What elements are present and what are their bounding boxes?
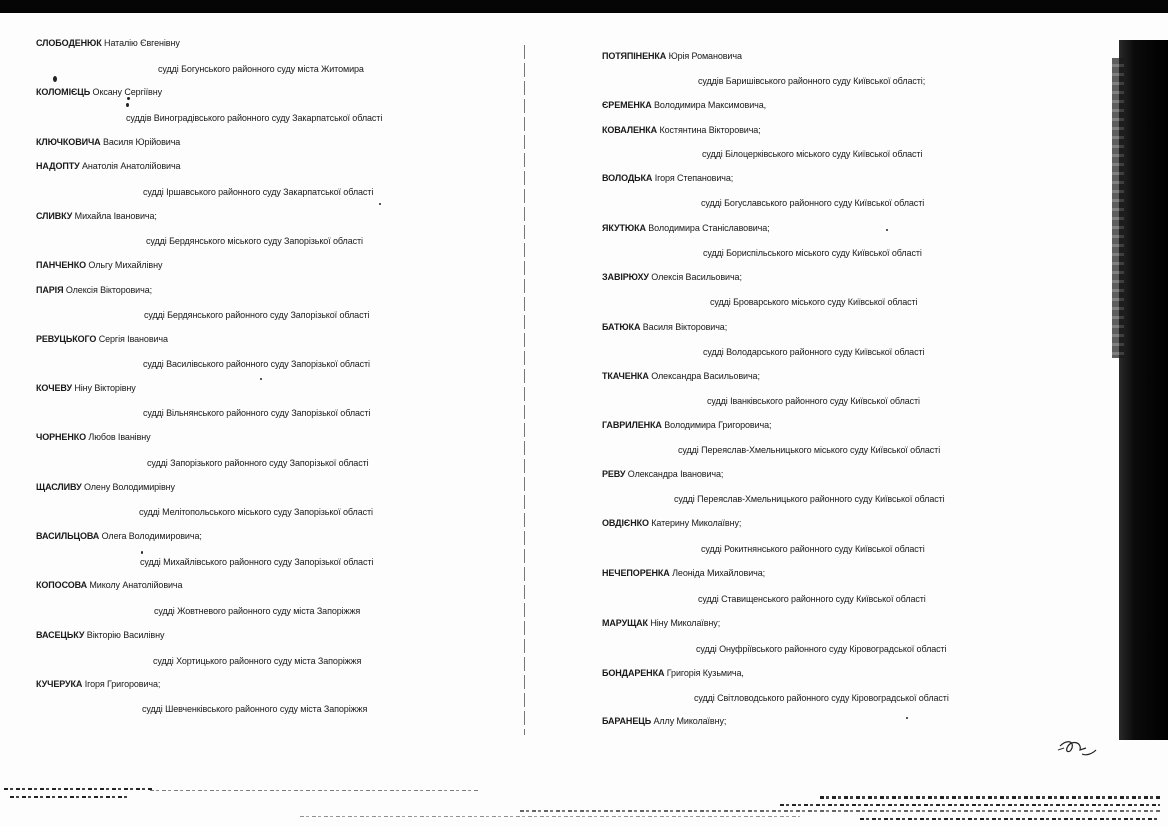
court-appointment: судді Переяслав-Хмельницького районного суду Київської області [674, 494, 945, 504]
noise-stroke [780, 804, 1160, 806]
court-appointment: судді Броварського міського суду Київської області [710, 297, 918, 307]
judge-name: БОНДАРЕНКА Григорія Кузьмича, [602, 668, 744, 678]
court-appointment: судді Жовтневого районного суду міста Запоріжжя [154, 606, 361, 616]
judge-name: ЧОРНЕНКО Любов Іванівну [36, 432, 151, 442]
judge-name: РЕВУЦЬКОГО Сергія Івановича [36, 334, 168, 344]
court-appointment: суддів Баришівського районного суду Київської області; [698, 76, 926, 86]
court-appointment: судді Богуславського районного суду Київської області [701, 198, 925, 208]
court-appointment: судді Білоцерківського міського суду Київської області [702, 149, 923, 159]
scan-bottom-noise [0, 782, 1168, 826]
court-appointment: судді Бердянського міського суду Запорізької області [146, 236, 363, 246]
court-appointment: судді Михайлівського районного суду Запорізької області [140, 557, 374, 567]
noise-stroke [150, 790, 480, 791]
judge-name: ЩАСЛИВУ Олену Володимирівну [36, 482, 175, 492]
judge-name: КУЧЕРУКА Ігоря Григоровича; [36, 679, 161, 689]
court-appointment: судді Хортицького районного суду міста Запоріжжя [153, 656, 362, 666]
scan-speck [126, 103, 129, 107]
noise-stroke [300, 816, 800, 817]
court-appointment: судді Володарського районного суду Київської області [703, 347, 925, 357]
judge-name: КОЛОМІЄЦЬ Оксану Сергіївну [36, 87, 163, 97]
judge-name: МАРУЩАК Ніну Миколаївну; [602, 618, 721, 628]
judge-name: КОЧЕВУ Ніну Вікторівну [36, 383, 136, 393]
court-appointment: суддів Виноградівського районного суду Закарпатської області [126, 113, 383, 123]
court-appointment: судді Богунського районного суду міста Житомира [158, 64, 364, 74]
judge-name: ВАСЕЦЬКУ Вікторію Василівну [36, 630, 165, 640]
scan-speck [886, 229, 888, 231]
court-appointment: судді Іванківського районного суду Київської області [707, 396, 920, 406]
scan-right-shadow [1119, 40, 1168, 740]
judge-name: ПАРІЯ Олексія Вікторовича; [36, 285, 153, 295]
court-appointment: судді Мелітопольського міського суду Запорізької області [139, 507, 373, 517]
court-appointment: судді Ставищенського районного суду Київської області [698, 594, 926, 604]
judge-name: ПОТЯПІНЕНКА Юрія Романовича [602, 51, 742, 61]
judge-name: БАРАНЕЦЬ Аллу Миколаївну; [602, 716, 727, 726]
page-fold-line [524, 45, 525, 735]
judge-name: КОВАЛЕНКА Костянтина Вікторовича; [602, 125, 761, 135]
court-appointment: судді Переяслав-Хмельницького міського суду Київської області [678, 445, 941, 455]
judge-name: ВОЛОДЬКА Ігоря Степановича; [602, 173, 734, 183]
court-appointment: судді Іршавського районного суду Закарпатської області [143, 187, 374, 197]
judge-name: ТКАЧЕНКА Олександра Васильовича; [602, 371, 760, 381]
judge-name: ОВДІЄНКО Катерину Миколаївну; [602, 518, 742, 528]
judge-name: НЕЧЕПОРЕНКА Леоніда Михайловича; [602, 568, 766, 578]
scan-top-border [0, 0, 1168, 13]
judge-name: ВАСИЛЬЦОВА Олега Володимировича; [36, 531, 202, 541]
noise-stroke [10, 796, 130, 798]
court-appointment: судді Василівського районного суду Запорізької області [143, 359, 370, 369]
court-appointment: судді Бориспільського міського суду Київської області [703, 248, 922, 258]
court-appointment: судді Запорізького районного суду Запорізької області [147, 458, 369, 468]
scan-speck [141, 551, 143, 554]
judge-name: ЯКУТЮКА Володимира Станіславовича; [602, 223, 770, 233]
judge-name: КЛЮЧКОВИЧА Василя Юрійовича [36, 137, 181, 147]
scan-speck [53, 76, 57, 82]
judge-name: ЄРЕМЕНКА Володимира Максимовича, [602, 100, 767, 110]
scan-speck [127, 97, 130, 100]
court-appointment: судді Світловодського районного суду Кіровоградської області [694, 693, 949, 703]
judge-name: РЕВУ Олександра Івановича; [602, 469, 724, 479]
judge-name: НАДОПТУ Анатолія Анатолійовича [36, 161, 181, 171]
judge-name: СЛИВКУ Михайла Івановича; [36, 211, 157, 221]
judge-name: СЛОБОДЕНЮК Наталію Євгенівну [36, 38, 180, 48]
court-appointment: судді Бердянського районного суду Запорізької області [144, 310, 370, 320]
scan-right-edge-noise [1112, 58, 1124, 358]
court-appointment: судді Шевченківського районного суду міста Запоріжжя [142, 704, 368, 714]
scan-speck [260, 378, 262, 380]
noise-stroke [820, 796, 1160, 799]
court-appointment: судді Онуфріївського районного суду Кіровоградської області [696, 644, 947, 654]
judge-name: ГАВРИЛЕНКА Володимира Григоровича; [602, 420, 772, 430]
noise-stroke [860, 818, 1160, 820]
judge-name: БАТЮКА Василя Вікторовича; [602, 322, 728, 332]
scan-speck [379, 203, 381, 205]
judge-name: ПАНЧЕНКО Ольгу Михайлівну [36, 260, 163, 270]
court-appointment: судді Вільнянського районного суду Запорізької області [143, 408, 371, 418]
noise-stroke [4, 788, 154, 790]
court-appointment: судді Рокитнянського районного суду Київської області [701, 544, 925, 554]
judge-name: ЗАВІРЮХУ Олексія Васильовича; [602, 272, 742, 282]
noise-stroke [520, 810, 1160, 812]
judge-name: КОПОСОВА Миколу Анатолійовича [36, 580, 183, 590]
scan-speck [906, 717, 908, 719]
handwritten-mark [1056, 736, 1100, 762]
